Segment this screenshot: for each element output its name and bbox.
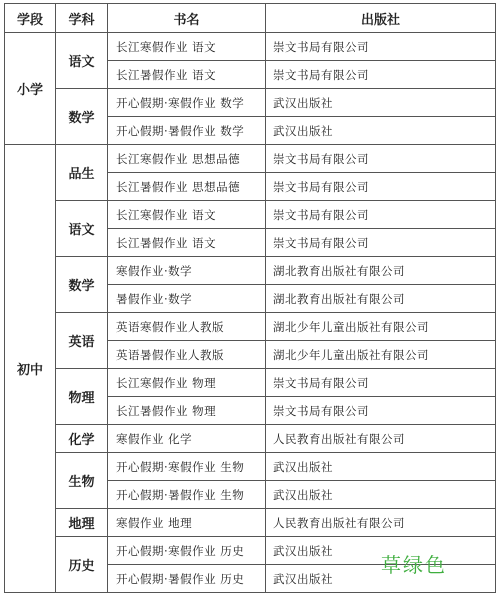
subject-cell: 品生 bbox=[56, 145, 108, 201]
textbook-table bbox=[4, 3, 496, 593]
book-cell: 长江寒假作业 思想品德 bbox=[108, 145, 266, 173]
publisher-cell: 崇文书局有限公司 bbox=[266, 201, 496, 229]
publisher-cell: 崇文书局有限公司 bbox=[266, 33, 496, 61]
publisher-cell: 武汉出版社 bbox=[266, 565, 496, 593]
book-cell: 长江暑假作业 语文 bbox=[108, 61, 266, 89]
publisher-cell: 武汉出版社 bbox=[266, 481, 496, 509]
book-cell: 开心假期·寒假作业 数学 bbox=[108, 89, 266, 117]
publisher-cell: 武汉出版社 bbox=[266, 117, 496, 145]
table-row bbox=[5, 453, 496, 481]
table-row bbox=[5, 33, 496, 61]
publisher-cell: 崇文书局有限公司 bbox=[266, 145, 496, 173]
book-cell: 开心假期·寒假作业 生物 bbox=[108, 453, 266, 481]
publisher-cell: 湖北教育出版社有限公司 bbox=[266, 257, 496, 285]
table-row bbox=[5, 89, 496, 117]
publisher-cell: 崇文书局有限公司 bbox=[266, 61, 496, 89]
book-cell: 开心假期·暑假作业 数学 bbox=[108, 117, 266, 145]
book-cell: 暑假作业·数学 bbox=[108, 285, 266, 313]
subject-cell: 物理 bbox=[56, 369, 108, 425]
table-row bbox=[5, 257, 496, 285]
table-row bbox=[5, 313, 496, 341]
publisher-cell: 武汉出版社 bbox=[266, 89, 496, 117]
book-cell: 寒假作业 化学 bbox=[108, 425, 266, 453]
book-cell: 开心假期·寒假作业 历史 bbox=[108, 537, 266, 565]
publisher-cell: 武汉出版社 bbox=[266, 453, 496, 481]
publisher-cell: 人民教育出版社有限公司 bbox=[266, 509, 496, 537]
subject-cell: 语文 bbox=[56, 201, 108, 257]
subject-cell: 生物 bbox=[56, 453, 108, 509]
table-row bbox=[5, 509, 496, 537]
stage-junior: 初中 bbox=[5, 145, 56, 593]
subject-cell: 数学 bbox=[56, 89, 108, 145]
stage-primary: 小学 bbox=[5, 33, 56, 145]
publisher-cell: 崇文书局有限公司 bbox=[266, 397, 496, 425]
subject-cell: 地理 bbox=[56, 509, 108, 537]
publisher-cell: 湖北教育出版社有限公司 bbox=[266, 285, 496, 313]
header-stage: 学段 bbox=[5, 4, 56, 33]
book-cell: 长江暑假作业 思想品德 bbox=[108, 173, 266, 201]
book-cell: 寒假作业 地理 bbox=[108, 509, 266, 537]
table-row bbox=[5, 425, 496, 453]
book-cell: 长江寒假作业 语文 bbox=[108, 201, 266, 229]
table-row bbox=[5, 201, 496, 229]
subject-cell: 化学 bbox=[56, 425, 108, 453]
book-cell: 长江暑假作业 物理 bbox=[108, 397, 266, 425]
book-cell: 长江寒假作业 物理 bbox=[108, 369, 266, 397]
publisher-cell: 武汉出版社 bbox=[266, 537, 496, 565]
header-row bbox=[5, 4, 496, 33]
header-publisher: 出版社 bbox=[266, 4, 496, 33]
publisher-cell: 崇文书局有限公司 bbox=[266, 173, 496, 201]
publisher-cell: 崇文书局有限公司 bbox=[266, 229, 496, 257]
subject-cell: 英语 bbox=[56, 313, 108, 369]
subject-cell: 语文 bbox=[56, 33, 108, 89]
publisher-cell: 人民教育出版社有限公司 bbox=[266, 425, 496, 453]
table-row bbox=[5, 145, 496, 173]
book-cell: 长江暑假作业 语文 bbox=[108, 229, 266, 257]
header-subject: 学科 bbox=[56, 4, 108, 33]
subject-cell: 数学 bbox=[56, 257, 108, 313]
book-cell: 英语暑假作业人教版 bbox=[108, 341, 266, 369]
book-cell: 开心假期·暑假作业 生物 bbox=[108, 481, 266, 509]
book-cell: 英语寒假作业人教版 bbox=[108, 313, 266, 341]
book-cell: 长江寒假作业 语文 bbox=[108, 33, 266, 61]
publisher-cell: 湖北少年儿童出版社有限公司 bbox=[266, 341, 496, 369]
publisher-cell: 崇文书局有限公司 bbox=[266, 369, 496, 397]
book-cell: 开心假期·暑假作业 历史 bbox=[108, 565, 266, 593]
book-cell: 寒假作业·数学 bbox=[108, 257, 266, 285]
watermark-text: 草绿色 bbox=[381, 553, 447, 577]
table-row bbox=[5, 369, 496, 397]
publisher-cell: 湖北少年儿童出版社有限公司 bbox=[266, 313, 496, 341]
subject-cell: 历史 bbox=[56, 537, 108, 593]
header-book: 书名 bbox=[108, 4, 266, 33]
